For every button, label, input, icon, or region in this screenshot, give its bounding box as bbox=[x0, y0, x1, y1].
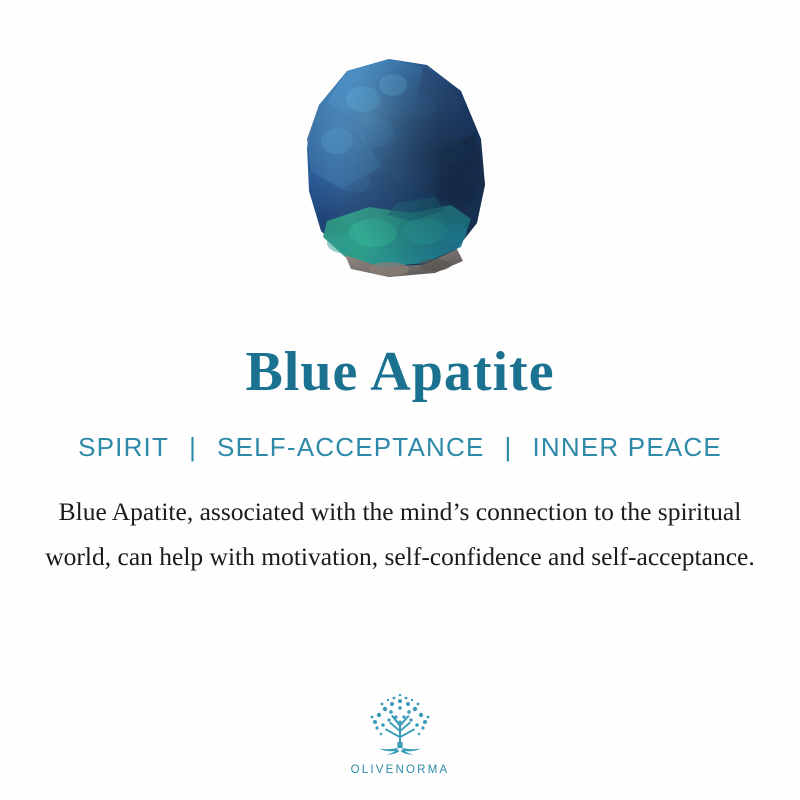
brand-logo bbox=[0, 692, 800, 776]
keyword-self-acceptance: SELF-ACCEPTANCE bbox=[217, 432, 485, 462]
description-text: Blue Apatite, associated with the mind’s connection to the spiritual world, can help with motivation, self-confidence and self-acceptance. bbox=[45, 497, 755, 572]
keyword-separator: | bbox=[189, 432, 198, 462]
keyword-spirit: SPIRIT bbox=[78, 432, 170, 462]
keyword-separator: | bbox=[504, 432, 513, 462]
page-title: Blue Apatite bbox=[245, 341, 555, 403]
brand-name: OLIVENORMA bbox=[350, 764, 450, 776]
tree-of-life-icon bbox=[361, 692, 439, 760]
blue-apatite-stone-image bbox=[285, 55, 515, 280]
stone-image-area bbox=[0, 0, 800, 300]
keyword-inner-peace: INNER PEACE bbox=[532, 432, 722, 462]
keyword-list bbox=[72, 432, 728, 463]
